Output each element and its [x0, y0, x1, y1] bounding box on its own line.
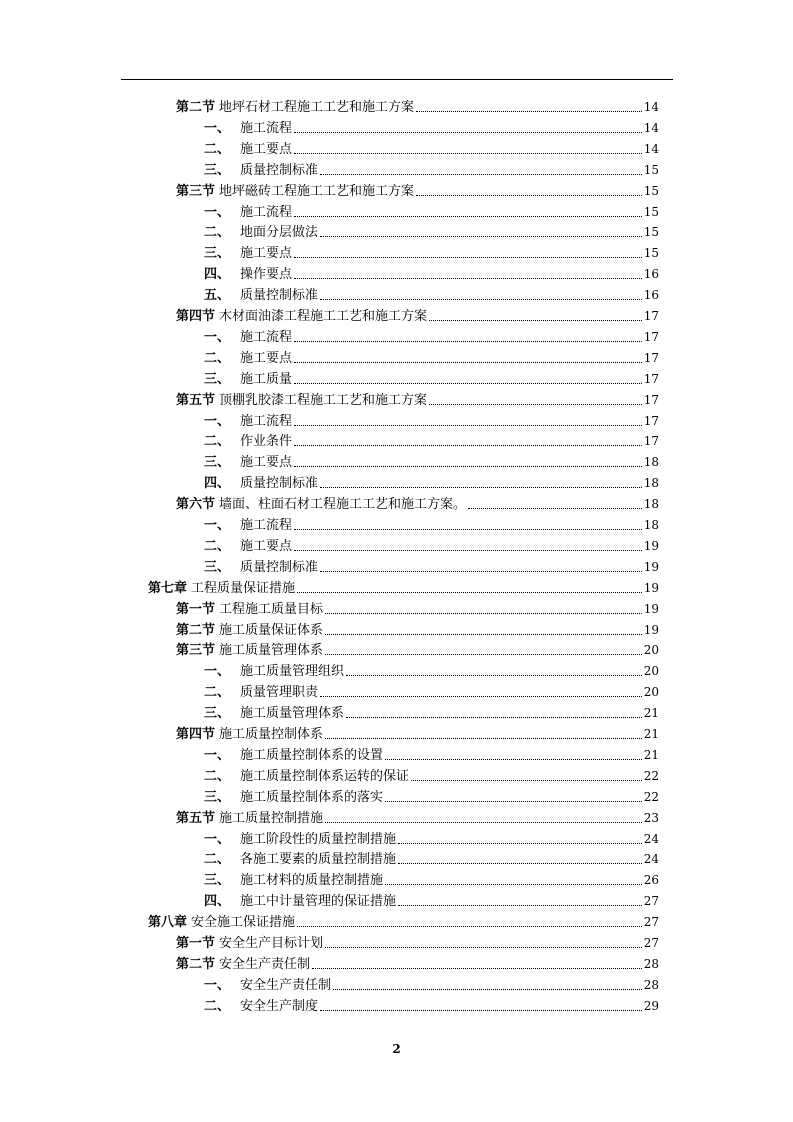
toc-entry-page: 17	[643, 309, 659, 323]
toc-entry[interactable]	[204, 449, 659, 470]
toc-entry-page: 19	[643, 580, 659, 595]
toc-entry[interactable]	[204, 658, 659, 679]
toc-entry-title: 施工流程	[240, 329, 293, 345]
toc-entry[interactable]	[204, 512, 659, 533]
toc-entry-number: 三、	[204, 789, 231, 805]
dot-leader	[294, 362, 642, 363]
toc-entry-page: 16	[643, 267, 659, 282]
dot-leader	[411, 780, 642, 781]
toc-entry-title: 地坪石材工程施工工艺和施工方案	[219, 100, 415, 115]
toc-entry-number: 第六节	[176, 497, 216, 513]
toc-entry[interactable]	[204, 115, 659, 136]
dot-leader	[294, 132, 642, 133]
toc-entry[interactable]	[204, 867, 659, 888]
toc-entry-title: 顶棚乳胶漆工程施工工艺和施工方案	[219, 392, 428, 408]
toc-entry-number: 一、	[204, 747, 231, 763]
toc-entry-number: 一、	[204, 120, 231, 136]
toc-entry-page: 22	[643, 768, 659, 783]
toc-entry-page: 24	[643, 831, 659, 846]
dot-leader	[385, 801, 642, 802]
toc-entry-number: 第二节	[176, 622, 216, 638]
dot-leader	[325, 634, 642, 635]
toc-entry-title: 施工质量管理组织	[240, 664, 345, 680]
toc-entry-title: 施工质量管理体系	[219, 643, 324, 659]
toc-entry[interactable]	[204, 261, 659, 282]
toc-entry-title: 施工流程	[240, 518, 293, 533]
dot-leader	[416, 111, 642, 112]
toc-entry-page: 24	[643, 852, 659, 867]
toc-entry-number: 第一节	[176, 601, 216, 617]
dot-leader	[320, 236, 642, 237]
toc-entry-page: 17	[643, 392, 659, 407]
toc-entry-page: 18	[643, 497, 659, 512]
toc-entry[interactable]	[176, 805, 659, 826]
toc-entry-title: 施工中计量管理的保证措施	[240, 894, 397, 910]
toc-entry-page: 14	[643, 100, 659, 114]
dot-leader	[398, 863, 642, 864]
toc-entry-number: 二、	[204, 225, 231, 241]
toc-entry-title: 质量控制标准	[240, 288, 319, 304]
toc-entry-title: 施工质量控制体系的落实	[240, 789, 384, 805]
toc-entry-number: 一、	[204, 329, 231, 345]
toc-entry-number: 一、	[204, 664, 231, 680]
dot-leader	[429, 404, 642, 405]
toc-entry-number: 第三节	[176, 183, 216, 199]
toc-entry-number: 三、	[204, 455, 231, 471]
toc-entry-page: 14	[643, 120, 659, 135]
toc-entry-title: 作业条件	[240, 434, 293, 450]
toc-entry[interactable]	[204, 219, 659, 240]
toc-entry-page: 23	[643, 810, 659, 825]
toc-entry[interactable]	[176, 721, 659, 742]
toc-entry-page: 27	[643, 894, 659, 909]
toc-entry[interactable]	[176, 178, 659, 199]
dot-leader	[468, 508, 642, 509]
toc-entry-title: 施工质量保证体系	[219, 622, 324, 638]
toc-entry-number: 三、	[204, 246, 231, 262]
dot-leader	[294, 445, 642, 446]
toc-entry[interactable]	[176, 617, 659, 638]
toc-entry-number: 一、	[204, 831, 231, 847]
dot-leader	[297, 592, 642, 593]
toc-entry-page: 27	[643, 915, 659, 930]
toc-entry-title: 施工要点	[240, 141, 293, 157]
toc-entry-page: 19	[643, 622, 659, 637]
dot-leader	[294, 257, 642, 258]
toc-entry[interactable]	[176, 491, 659, 512]
dot-leader	[333, 989, 642, 990]
toc-entry-number: 第二节	[176, 100, 216, 115]
toc-entry-title: 质量控制标准	[240, 162, 319, 178]
toc-entry-title: 施工要点	[240, 538, 293, 554]
toc-entry[interactable]	[204, 282, 659, 303]
toc-entry-page: 15	[643, 204, 659, 219]
toc-entry[interactable]	[204, 345, 659, 366]
toc-entry[interactable]	[204, 846, 659, 867]
toc-entry-title: 施工阶段性的质量控制措施	[240, 831, 397, 847]
toc-entry[interactable]	[176, 303, 659, 324]
toc-entry-number: 第五节	[176, 392, 216, 408]
toc-entry-title: 施工质量控制体系的设置	[240, 747, 384, 763]
toc-entry-page: 26	[643, 873, 659, 888]
toc-entry-title: 质量管理职责	[240, 685, 319, 701]
dot-leader	[325, 947, 642, 948]
dot-leader	[398, 905, 642, 906]
toc-entry-title: 施工质量控制体系运转的保证	[240, 768, 410, 784]
dot-leader	[294, 383, 642, 384]
toc-entry-number: 二、	[204, 998, 231, 1014]
toc-entry[interactable]	[204, 136, 659, 157]
toc-entry[interactable]	[148, 575, 659, 596]
toc-entry-title: 安全施工保证措施	[191, 915, 296, 931]
dot-leader	[325, 822, 642, 823]
toc-entry-number: 二、	[204, 434, 231, 450]
toc-entry-page: 17	[643, 434, 659, 449]
toc-entry-number: 二、	[204, 852, 231, 868]
dot-leader	[294, 425, 642, 426]
toc-entry-number: 二、	[204, 141, 231, 157]
toc-entry-title: 施工质量	[240, 371, 293, 387]
toc-entry-title: 操作要点	[240, 267, 293, 283]
toc-entry-page: 15	[643, 225, 659, 240]
toc-entry-number: 第四节	[176, 309, 216, 324]
toc-entry-page: 15	[643, 162, 659, 177]
dot-leader	[320, 487, 642, 488]
toc-entry-number: 四、	[204, 267, 231, 283]
toc-entry-title: 质量控制标准	[240, 476, 319, 492]
toc-entry-title: 施工要点	[240, 455, 293, 471]
dot-leader	[325, 654, 642, 655]
header-rule	[121, 79, 673, 80]
toc-entry[interactable]	[204, 700, 659, 721]
toc-entry-number: 三、	[204, 371, 231, 387]
toc-entry-page: 22	[643, 789, 659, 804]
toc-entry-title: 地坪磁砖工程施工工艺和施工方案	[219, 183, 415, 199]
toc-entry-number: 二、	[204, 538, 231, 554]
toc-entry-page: 20	[643, 664, 659, 679]
toc-entry-page: 16	[643, 288, 659, 303]
toc-entry[interactable]	[204, 763, 659, 784]
dot-leader	[294, 529, 642, 530]
toc-entry-number: 第四节	[176, 727, 216, 742]
toc-entry-number: 第三节	[176, 643, 216, 659]
toc-entry-title: 墙面、柱面石材工程施工工艺和施工方案。	[219, 497, 467, 513]
dot-leader	[325, 613, 642, 614]
toc-entry-page: 28	[643, 956, 659, 971]
toc-entry-page: 20	[643, 643, 659, 658]
toc-entry-page: 28	[643, 977, 659, 992]
toc-entry-number: 二、	[204, 685, 231, 701]
toc-entry[interactable]	[204, 784, 659, 805]
toc-entry-number: 一、	[204, 518, 231, 533]
toc-entry[interactable]	[204, 972, 659, 993]
dot-leader	[429, 320, 642, 321]
toc-entry[interactable]	[176, 387, 659, 408]
dot-leader	[294, 278, 642, 279]
toc-entry-title: 施工质量控制体系	[219, 727, 324, 742]
toc-entry[interactable]	[204, 240, 659, 261]
dot-leader	[320, 1010, 642, 1011]
toc-entry[interactable]	[204, 428, 659, 449]
toc-entry-page: 21	[643, 747, 659, 762]
toc-entry-page: 14	[643, 141, 659, 156]
toc-entry-title: 工程质量保证措施	[191, 580, 296, 596]
toc-entry-page: 19	[643, 538, 659, 553]
toc-entry-page: 29	[643, 998, 659, 1013]
toc-entry-number: 四、	[204, 894, 231, 910]
toc-entry-number: 第一节	[176, 936, 216, 951]
toc-entry-page: 19	[643, 559, 659, 574]
dot-leader	[320, 571, 642, 572]
toc-entry-title: 安全生产责任制	[240, 977, 332, 993]
toc-entry-number: 一、	[204, 977, 231, 993]
toc-entry-number: 三、	[204, 873, 231, 889]
toc-entry-number: 第七章	[148, 580, 188, 596]
toc-entry-page: 18	[643, 455, 659, 470]
toc-entry[interactable]	[148, 909, 659, 930]
toc-entry-page: 18	[643, 476, 659, 491]
dot-leader	[312, 968, 642, 969]
toc-entry[interactable]	[204, 888, 659, 909]
toc-entry[interactable]	[176, 951, 659, 972]
toc-entry-title: 安全生产责任制	[219, 956, 311, 972]
toc-entry-title: 施工流程	[240, 413, 293, 429]
toc-entry-title: 安全生产制度	[240, 998, 319, 1014]
dot-leader	[294, 466, 642, 467]
toc-entry-title: 安全生产目标计划	[219, 936, 324, 951]
toc-entry-number: 五、	[204, 288, 231, 304]
dot-leader	[294, 153, 642, 154]
dot-leader	[294, 550, 642, 551]
toc-entry-number: 四、	[204, 476, 231, 492]
toc-entry[interactable]	[204, 324, 659, 345]
toc-entry-number: 第二节	[176, 956, 216, 972]
toc-entry-title: 施工要点	[240, 246, 293, 262]
toc-entry[interactable]	[204, 470, 659, 491]
toc-entry-title: 施工流程	[240, 120, 293, 136]
toc-entry-title: 施工流程	[240, 204, 293, 220]
dot-leader	[297, 926, 642, 927]
toc-entry-number: 二、	[204, 768, 231, 784]
toc-entry-page: 15	[643, 246, 659, 261]
toc-entry[interactable]	[204, 408, 659, 429]
dot-leader	[320, 696, 642, 697]
toc-entry[interactable]	[204, 533, 659, 554]
dot-leader	[294, 341, 642, 342]
toc-entry-title: 各施工要素的质量控制措施	[240, 852, 397, 868]
toc-entry-number: 二、	[204, 350, 231, 366]
toc-entry-title: 施工要点	[240, 350, 293, 366]
dot-leader	[320, 299, 642, 300]
toc-entry-page: 20	[643, 685, 659, 700]
toc-entry[interactable]	[204, 157, 659, 178]
toc-entry[interactable]	[204, 679, 659, 700]
toc-entry-number: 三、	[204, 559, 231, 575]
page-number: 2	[392, 1042, 401, 1056]
toc-entry[interactable]	[204, 366, 659, 387]
toc-entry-title: 质量控制标准	[240, 559, 319, 575]
toc-entry-page: 21	[643, 727, 659, 741]
toc-entry-page: 17	[643, 329, 659, 344]
dot-leader	[416, 195, 642, 196]
toc-entry-title: 施工质量管理体系	[240, 706, 345, 722]
toc-entry-number: 三、	[204, 162, 231, 178]
toc-entry-page: 18	[643, 518, 659, 532]
toc-entry-title: 木材面油漆工程施工工艺和施工方案	[219, 309, 428, 324]
dot-leader	[325, 738, 642, 739]
toc-entry[interactable]	[204, 554, 659, 575]
toc-entry[interactable]	[204, 993, 659, 1014]
toc-entry-number: 一、	[204, 413, 231, 429]
dot-leader	[346, 675, 642, 676]
toc-entry-page: 21	[643, 706, 659, 721]
toc-entry-number: 第五节	[176, 810, 216, 826]
toc-entry-title: 地面分层做法	[240, 225, 319, 241]
toc-entry[interactable]	[176, 596, 659, 617]
toc-entry-number: 第八章	[148, 915, 188, 931]
dot-leader	[398, 843, 642, 844]
toc-entry-title: 工程施工质量目标	[219, 601, 324, 617]
toc-entry[interactable]	[204, 826, 659, 847]
toc-entry-number: 三、	[204, 706, 231, 722]
toc-entry-title: 施工质量控制措施	[219, 810, 324, 826]
toc-entry-page: 17	[643, 371, 659, 386]
toc-entry-number: 一、	[204, 204, 231, 220]
dot-leader	[346, 717, 642, 718]
toc-entry[interactable]	[176, 930, 659, 951]
toc-entry[interactable]	[204, 742, 659, 763]
toc-entry-page: 15	[643, 183, 659, 198]
dot-leader	[320, 174, 642, 175]
toc-entry-title: 施工材料的质量控制措施	[240, 873, 384, 889]
toc-entry[interactable]	[176, 637, 659, 658]
dot-leader	[385, 759, 642, 760]
toc-entry[interactable]	[204, 199, 659, 220]
toc-entry-page: 17	[643, 413, 659, 428]
dot-leader	[385, 884, 642, 885]
toc-entry-page: 27	[643, 936, 659, 950]
dot-leader	[294, 216, 642, 217]
toc-entry-page: 19	[643, 601, 659, 616]
toc-entry[interactable]	[176, 94, 659, 115]
toc-entry-page: 17	[643, 350, 659, 365]
